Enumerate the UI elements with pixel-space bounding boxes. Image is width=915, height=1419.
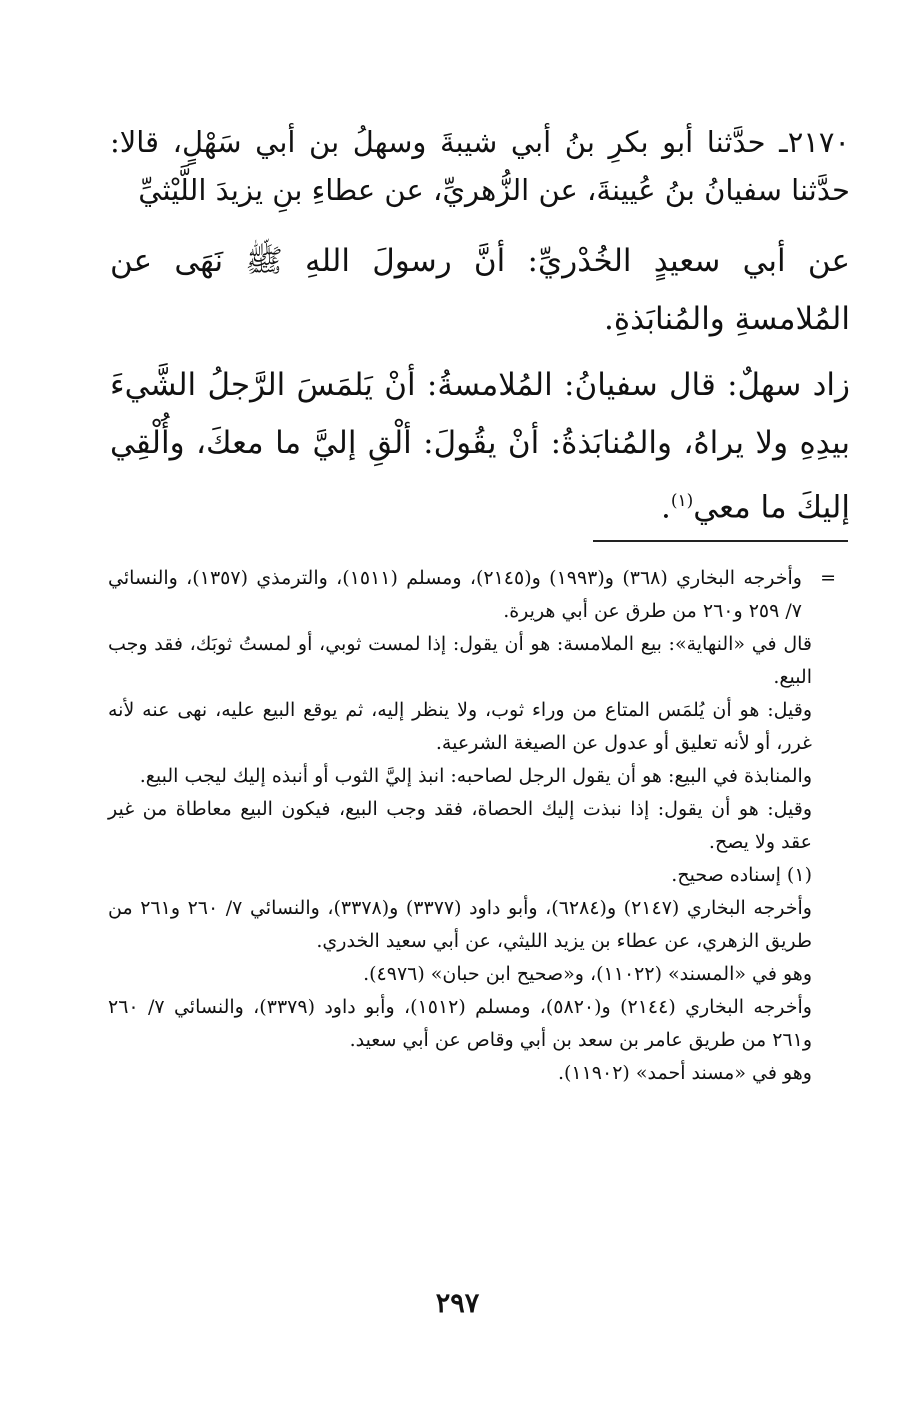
footnote-ref: (١) xyxy=(670,491,694,511)
hadith-isnad: ٢١٧٠ـ حدَّثنا أبو بكرِ بنُ أبي شيبةَ وسهلُ بن أبي سَهْلٍ، قالا: حدَّثنا سفيانُ بنُ عُيينةَ، عن الزُّهريِّ، عن عطاءِ بنِ يزيدَ اللَّيْثيِّ xyxy=(110,125,850,207)
footnote-divider xyxy=(593,540,848,542)
footnotes xyxy=(108,562,836,1090)
footnote-line: والمنابذة في البيع: هو أن يقول الرجل لصاحبه: انبذ إليَّ الثوب أو أنبذه إليك ليجب البيع. xyxy=(139,765,812,787)
footnote-line: وأخرجه البخاري (٢١٤٤) و(٥٨٢٠)، ومسلم (١٥١٢)، وأبو داود (٣٣٧٩)، والنسائي ٧/ ٢٦٠ و٢٦١ من طريق عامر بن سعد بن أبي وقاص عن أبي سعيد. xyxy=(108,996,812,1051)
ziyada-text: زاد سهلٌ: قال سفيانُ: المُلامسةُ: أنْ يَلمَسَ الرَّجلُ الشَّيءَ بيدِهِ ولا يراهُ، والمُنابَذةُ: أنْ يقُولَ: ألْقِ إليَّ ما معكَ، وأُلْقِي إليكَ ما معي xyxy=(110,367,850,526)
continuation-mark: = xyxy=(820,567,836,589)
footnote-text: وأخرجه البخاري (٣٦٨) و(١٩٩٣) و(٢١٤٥)، ومسلم (١٥١١)، والترمذي (١٣٥٧)، والنسائي ٧/ ٢٥٩ و٢٦٠ من طرق عن أبي هريرة. xyxy=(108,567,802,622)
footnote-line: وقيل: هو أن يقول: إذا نبذت إليك الحصاة، فقد وجب البيع، فيكون البيع معاطاة من غير عقد ولا يصح. xyxy=(108,798,812,853)
page-number: ٢٩٧ xyxy=(435,1288,480,1319)
ziyada-end: . xyxy=(661,489,671,526)
hadith-ziyada xyxy=(110,356,850,536)
hadith-isnad-block xyxy=(110,118,850,214)
footnote-line: وقيل: هو أن يُلمَس المتاع من وراء ثوب، ولا ينظر إليه، ثم يوقع البيع عليه، نهى عنه لأنه غرر، أو لأنه تعليق أو عدول عن الصيغة الشرعية. xyxy=(108,699,812,754)
hadith-ziyada-block xyxy=(110,356,850,536)
footnote-line: قال في «النهاية»: بيع الملامسة: هو أن يقول: إذا لمست ثوبي، أو لمستُ ثوبَك، فقد وجب البيع. xyxy=(108,633,812,688)
footnote-line: وهو في «المسند» (١١٠٢٢)، و«صحيح ابن حبان» (٤٩٧٦). xyxy=(363,963,812,985)
footnote-line: (١) إسناده صحيح. xyxy=(671,864,812,886)
hadith-matn-block xyxy=(110,232,850,348)
footnote-line: وأخرجه البخاري (٢١٤٧) و(٦٢٨٤)، وأبو داود (٣٣٧٧) و(٣٣٧٨)، والنسائي ٧/ ٢٦٠ و٢٦١ من طريق الزهري، عن عطاء بن يزيد الليثي، عن أبي سعيد الخدري. xyxy=(108,897,812,952)
footnote-line xyxy=(108,562,836,628)
footnote-line: وهو في «مسند أحمد» (١١٩٠٢). xyxy=(557,1062,812,1084)
hadith-matn: عن أبي سعيدٍ الخُدْريِّ: أنَّ رسولَ اللهِ ﷺ نَهَى عن المُلامسةِ والمُنابَذةِ. xyxy=(110,243,850,337)
